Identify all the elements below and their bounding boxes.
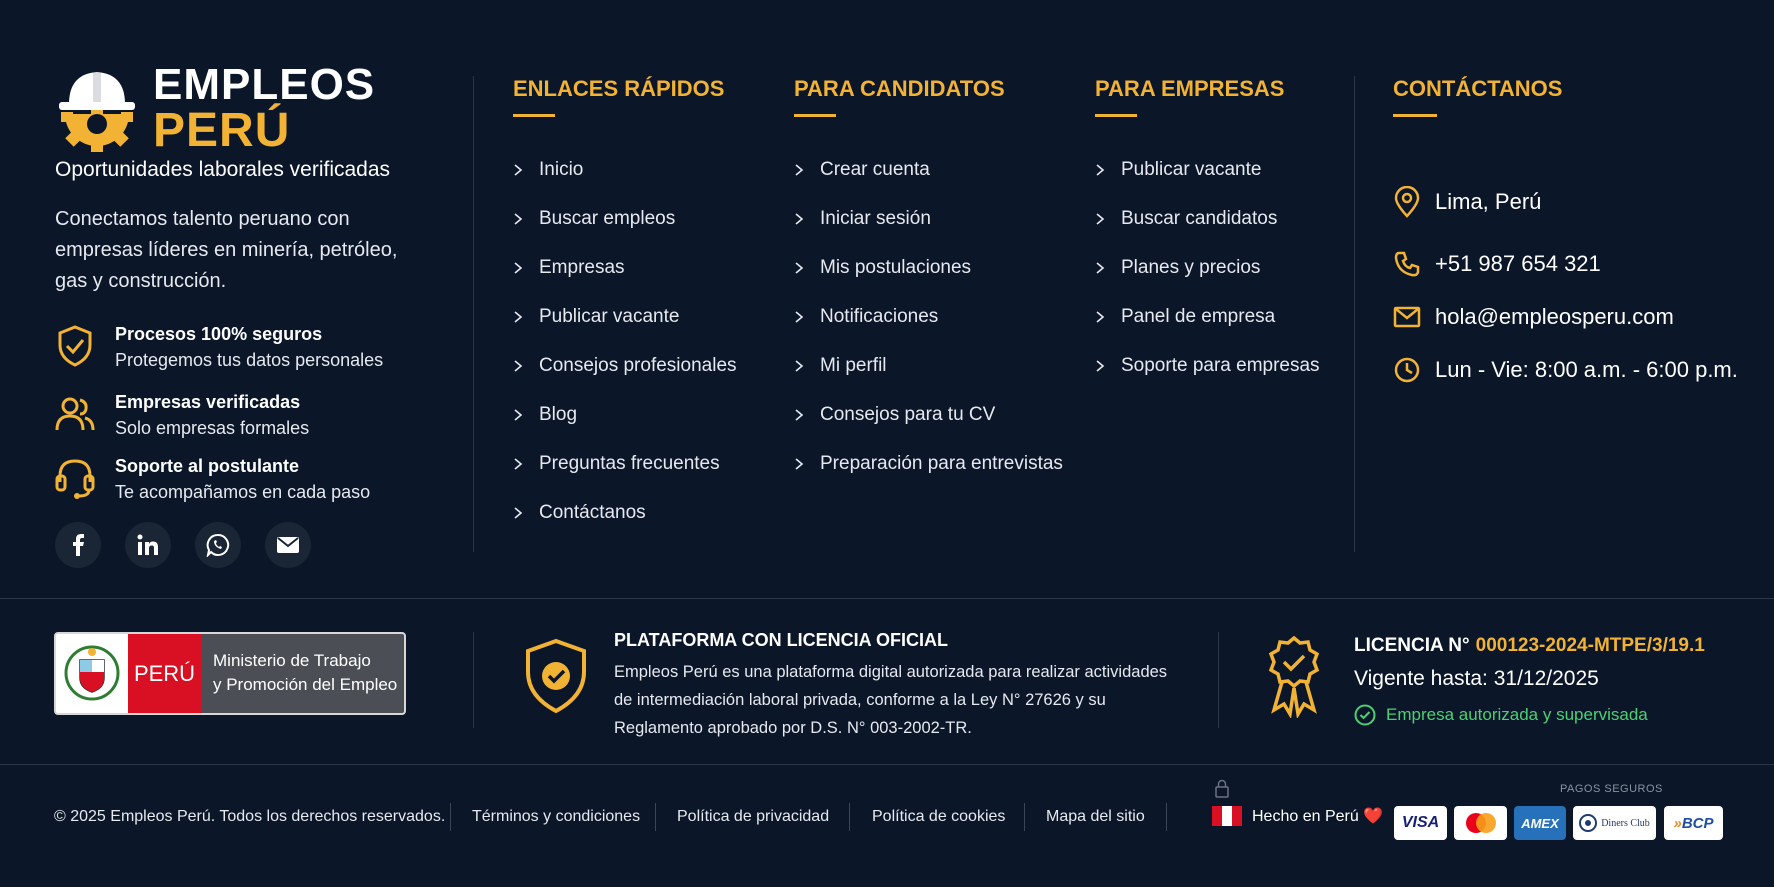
link-label: Buscar candidatos [1121, 208, 1278, 229]
link-label: Iniciar sesión [820, 208, 931, 229]
link-label: Mis postulaciones [820, 257, 972, 278]
link-label: Blog [539, 404, 578, 425]
column-title: PARA EMPRESAS [1095, 76, 1285, 101]
map-pin-icon [1393, 186, 1421, 218]
chevron-right-icon [513, 507, 523, 519]
feature-verified [55, 390, 415, 446]
license-validity: Vigente hasta: 31/12/2025 [1354, 667, 1599, 690]
users-icon [55, 392, 95, 436]
brand-description: Conectamos talento peruano con empresas líderes en minería, petróleo, gas y construcción. [55, 208, 398, 292]
link-label: Empresas [539, 257, 625, 278]
column-title: CONTÁCTANOS [1393, 76, 1563, 101]
chevron-right-icon [794, 409, 804, 421]
footer-link-buscar-candidatos[interactable] [1095, 207, 1277, 231]
title-underline [794, 114, 836, 117]
link-separator [1166, 803, 1167, 831]
license-shield-icon [524, 638, 588, 714]
feature-title: Procesos 100% seguros [115, 324, 323, 344]
email-icon[interactable] [265, 522, 311, 568]
link-label: Consejos para tu CV [820, 404, 996, 425]
feature-title: Soporte al postulante [115, 456, 300, 476]
link-mapa-sitio[interactable]: Mapa del sitio [1046, 808, 1145, 825]
link-cookies[interactable]: Política de cookies [872, 808, 1006, 825]
brand-block [55, 58, 415, 502]
column-candidates [794, 76, 1063, 474]
link-label: Buscar empleos [539, 208, 676, 229]
ministry-badge [54, 632, 406, 715]
copyright: © 2025 Empleos Perú. Todos los derechos reservados. [54, 808, 446, 825]
chevron-right-icon [1095, 360, 1105, 372]
footer-link-preparacion-entrevistas[interactable] [794, 452, 1063, 476]
contact-hours-text: Lun - Vie: 8:00 a.m. - 6:00 p.m. [1435, 357, 1738, 382]
footer-link-mis-postulaciones[interactable] [794, 256, 971, 280]
column-divider [473, 76, 474, 552]
footer-link-buscar-empleos[interactable] [513, 207, 675, 231]
license-title: PLATAFORMA CON LICENCIA OFICIAL [614, 630, 948, 650]
footer-link-consejos-cv[interactable] [794, 403, 995, 427]
footer-link-notificaciones[interactable] [794, 305, 938, 329]
contact-phone[interactable] [1393, 247, 1601, 281]
chevron-right-icon [1095, 311, 1105, 323]
link-label: Preguntas frecuentes [539, 453, 720, 474]
chevron-right-icon [513, 409, 523, 421]
column-divider [1354, 76, 1355, 552]
chevron-right-icon [513, 164, 523, 176]
title-underline [1393, 114, 1437, 117]
footer-link-empresas[interactable] [513, 256, 625, 280]
link-label: Soporte para empresas [1121, 355, 1320, 376]
chevron-right-icon [794, 311, 804, 323]
link-label: Publicar vacante [1121, 159, 1262, 180]
link-label: Planes y precios [1121, 257, 1261, 278]
footer-link-inicio[interactable] [513, 158, 583, 182]
chevron-right-icon [513, 213, 523, 225]
footer-link-publicar-vacante[interactable] [513, 305, 679, 329]
license-number [1354, 635, 1705, 657]
footer-link-soporte-empresas[interactable] [1095, 354, 1320, 378]
chevron-right-icon [794, 213, 804, 225]
feature-secure [55, 322, 415, 378]
clock-icon [1393, 356, 1421, 384]
link-label: Inicio [539, 159, 584, 180]
section-divider [0, 764, 1774, 765]
lock-icon [1214, 778, 1230, 798]
chevron-right-icon [794, 262, 804, 274]
link-label: Preparación para entrevistas [820, 453, 1063, 474]
logo-word-empleos: EMPLEOS [153, 60, 376, 109]
link-label: Mi perfil [820, 355, 887, 376]
link-separator [450, 803, 451, 831]
chevron-right-icon [1095, 262, 1105, 274]
footer-link-contactanos[interactable] [513, 501, 646, 525]
brand-tagline: Oportunidades laborales verificadas [55, 158, 391, 181]
license-number-value: 000123-2024-MTPE/3/19.1 [1475, 635, 1705, 656]
section-divider-vertical [1218, 632, 1219, 728]
title-underline [1095, 114, 1137, 117]
chevron-right-icon [794, 164, 804, 176]
contact-email[interactable] [1393, 300, 1674, 334]
footer-link-publicar-vacante-empresa[interactable] [1095, 158, 1261, 182]
license-number-label: LICENCIA N° [1354, 635, 1470, 656]
link-label: Consejos profesionales [539, 355, 737, 376]
check-circle-icon [1354, 704, 1376, 726]
feature-title: Empresas verificadas [115, 392, 301, 412]
award-badge-icon [1262, 634, 1326, 718]
linkedin-icon[interactable] [125, 522, 171, 568]
ministry-line-2: y Promoción del Empleo [213, 675, 398, 694]
section-divider [0, 598, 1774, 599]
link-terminos[interactable]: Términos y condiciones [472, 808, 641, 825]
link-label: Crear cuenta [820, 159, 930, 180]
diners-circle-icon [1579, 814, 1597, 832]
chevron-right-icon [513, 262, 523, 274]
peru-coat-of-arms-icon [56, 634, 128, 713]
diners-label: Diners Club [1601, 817, 1650, 829]
shield-check-icon [55, 324, 95, 368]
secure-payments-label: PAGOS SEGUROS [1560, 783, 1663, 795]
chevron-right-icon [794, 458, 804, 470]
contact-location-text: Lima, Perú [1435, 189, 1542, 214]
facebook-icon[interactable] [55, 522, 101, 568]
link-separator [655, 803, 656, 831]
contact-hours [1393, 353, 1738, 387]
chevron-right-icon [1095, 164, 1105, 176]
footer-link-crear-cuenta[interactable] [794, 158, 930, 182]
phone-icon [1393, 250, 1421, 278]
section-divider-vertical [473, 632, 474, 728]
column-title: PARA CANDIDATOS [794, 76, 1005, 101]
ministry-name [201, 634, 406, 713]
chevron-right-icon [1095, 213, 1105, 225]
contact-location [1393, 185, 1541, 219]
feature-subtitle: Te acompañamos en cada paso [115, 482, 371, 502]
license-status [1354, 704, 1648, 726]
peru-flag-icon [1212, 806, 1242, 826]
headset-icon [55, 456, 95, 500]
footer-link-mi-perfil[interactable] [794, 354, 887, 378]
footer-link-consejos[interactable] [513, 354, 737, 378]
bcp-icon: » BCP [1664, 806, 1723, 840]
mastercard-icon [1454, 806, 1507, 840]
amex-icon [1514, 806, 1566, 840]
mail-icon [1393, 305, 1421, 329]
footer-link-planes-precios[interactable] [1095, 256, 1260, 280]
link-label: Contáctanos [539, 502, 646, 523]
feature-subtitle: Solo empresas formales [115, 418, 310, 438]
link-privacidad[interactable]: Política de privacidad [677, 808, 830, 825]
contact-email-text: hola@empleosperu.com [1435, 304, 1674, 329]
logo-word-peru: PERÚ [153, 104, 291, 157]
contact-phone-text: +51 987 654 321 [1435, 251, 1601, 276]
contact-heading [1393, 76, 1562, 117]
diners-club-icon [1573, 806, 1656, 840]
ministry-country-label: PERÚ [128, 634, 201, 713]
license-description: Empleos Perú es una plataforma digital autorizada para realizar actividades de intermediación laboral privada, conforme a la Ley N° 27626 y su Reglamento aprobado por D.S. N° 003-2002-TR. [614, 663, 1168, 737]
amex-label: AMEX [1521, 815, 1559, 831]
ministry-line-1: Ministerio de Trabajo [213, 651, 371, 670]
link-label: Panel de empresa [1121, 306, 1276, 327]
helmet-gear-icon [55, 62, 139, 152]
chevron-right-icon [513, 311, 523, 323]
license-status-text: Empresa autorizada y supervisada [1386, 705, 1648, 724]
column-quick-links [513, 76, 737, 523]
title-underline [513, 114, 555, 117]
feature-subtitle: Protegemos tus datos personales [115, 350, 384, 370]
footer-link-faq[interactable] [513, 452, 720, 476]
chevron-right-icon [794, 360, 804, 372]
link-label: Publicar vacante [539, 306, 680, 327]
logo[interactable] [55, 58, 415, 157]
link-label: Notificaciones [820, 306, 939, 327]
visa-icon [1394, 806, 1447, 840]
footer-link-iniciar-sesion[interactable] [794, 207, 931, 231]
made-in-text: Hecho en Perú ❤️ [1252, 808, 1384, 825]
chevron-right-icon [513, 458, 523, 470]
link-separator [849, 803, 850, 831]
footer-link-blog[interactable] [513, 403, 577, 427]
visa-label: VISA [1401, 814, 1440, 831]
bcp-label: BCP [1681, 814, 1714, 832]
whatsapp-icon[interactable] [195, 522, 241, 568]
column-companies [1095, 76, 1320, 376]
column-title: ENLACES RÁPIDOS [513, 76, 725, 101]
feature-support [55, 454, 415, 510]
link-separator [1024, 803, 1025, 831]
footer-link-panel-empresa[interactable] [1095, 305, 1275, 329]
made-in-peru [1212, 806, 1383, 826]
chevron-right-icon [513, 360, 523, 372]
